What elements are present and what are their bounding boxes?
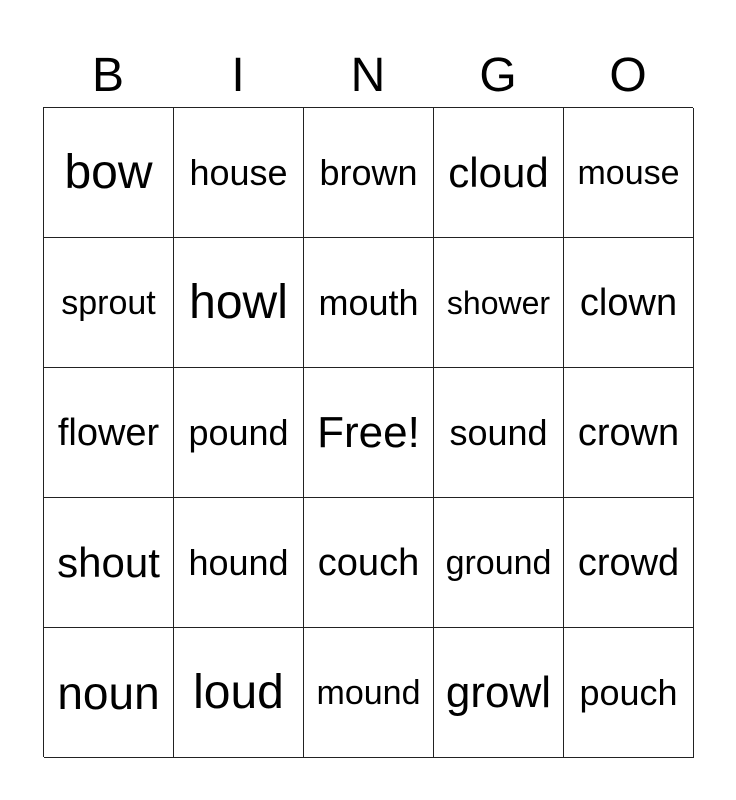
free-space-label: Free! [317,407,420,457]
bingo-cell-r5-c3[interactable] [304,628,434,758]
bingo-cell-r1-c1[interactable] [44,108,174,238]
bingo-cell-r4-c1[interactable] [44,498,174,628]
bingo-word: crown [577,411,680,454]
bingo-cell-r3-c2[interactable] [174,368,304,498]
bingo-cell-r4-c4[interactable] [434,498,564,628]
bingo-word: mouth [318,281,419,323]
bingo-board [43,107,693,757]
bingo-word: growl [445,667,552,717]
bingo-word: ground [445,543,552,582]
bingo-word: sprout [61,283,156,322]
bingo-word: couch [317,541,420,584]
bingo-cell-r1-c3[interactable] [304,108,434,238]
bingo-cell-r5-c5[interactable] [564,628,694,758]
bingo-cell-r4-c2[interactable] [174,498,304,628]
bingo-word: mound [316,673,421,712]
bingo-cell-r1-c2[interactable] [174,108,304,238]
bingo-word: pound [188,411,289,453]
bingo-header [43,44,693,108]
bingo-cell-r4-c3[interactable] [304,498,434,628]
bingo-word: bow [64,145,153,199]
bingo-cell-r2-c4[interactable] [434,238,564,368]
bingo-cell-r1-c4[interactable] [434,108,564,238]
bingo-word: howl [189,275,288,329]
bingo-word: pouch [579,671,678,713]
bingo-cell-r2-c1[interactable] [44,238,174,368]
bingo-cell-r3-c5[interactable] [564,368,694,498]
bingo-cell-r2-c5[interactable] [564,238,694,368]
bingo-cell-r2-c3[interactable] [304,238,434,368]
bingo-word: clown [579,281,678,324]
bingo-word: mouse [577,153,680,192]
bingo-cell-r3-c4[interactable] [434,368,564,498]
bingo-word: loud [193,665,284,719]
bingo-word: noun [57,666,160,719]
header-letter-o: O [609,49,647,102]
bingo-word: cloud [448,148,549,196]
header-letter-g: G [479,49,517,102]
header-letter-i: I [231,49,245,102]
bingo-word: hound [188,541,289,583]
bingo-word: sound [449,411,548,453]
header-letter-b: B [91,49,124,102]
bingo-word: house [189,151,288,193]
bingo-cell-r3-c1[interactable] [44,368,174,498]
bingo-word: shower [446,284,551,321]
bingo-cell-r5-c2[interactable] [174,628,304,758]
bingo-word: crowd [577,541,680,584]
bingo-cell-r5-c4[interactable] [434,628,564,758]
bingo-word: flower [57,411,160,454]
bingo-cell-r3-c3-free[interactable] [304,368,434,498]
bingo-cell-r2-c2[interactable] [174,238,304,368]
bingo-cell-r5-c1[interactable] [44,628,174,758]
bingo-cell-r4-c5[interactable] [564,498,694,628]
bingo-word: shout [57,538,160,586]
header-letter-n: N [350,49,386,102]
bingo-word: brown [319,151,418,193]
bingo-cell-r1-c5[interactable] [564,108,694,238]
